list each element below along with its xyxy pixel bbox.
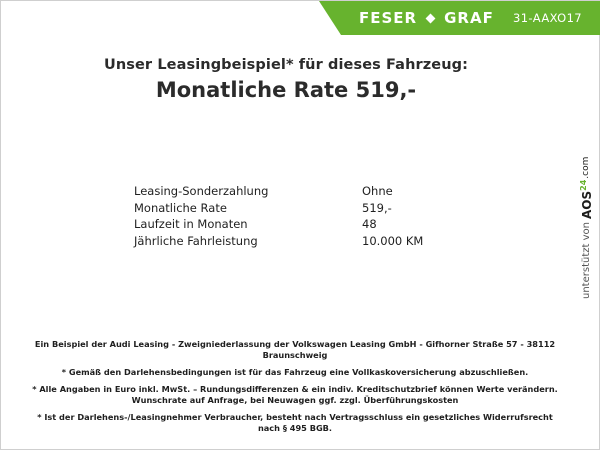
sponsor-domain: .com [581, 156, 591, 179]
table-row [134, 233, 512, 250]
page-title: Monatliche Rate 519,- [155, 78, 417, 102]
spec-value: 519,- [362, 200, 392, 215]
sponsor-logo [579, 180, 594, 219]
sponsor-prefix: unterstützt von [580, 222, 592, 299]
footnotes [25, 339, 565, 440]
spec-label: Leasing-Sonderzahlung [134, 184, 269, 198]
spec-table [134, 183, 512, 249]
header-bar [1, 1, 600, 35]
spec-label: Monatliche Rate [134, 200, 227, 215]
spec-label: Jährliche Fahrleistung [134, 233, 258, 248]
spec-value: 48 [362, 217, 377, 231]
brand-name-left: FESER [359, 9, 418, 27]
footnote-line: * Ist der Darlehens-/Leasingnehmer Verbraucher, besteht nach Vertragsschluss ein gesetzliches Widerrufsrecht nach § 495 BGB. [37, 412, 553, 433]
vehicle-code: 31-AAXO17 [513, 11, 583, 25]
table-row [134, 216, 512, 233]
spec-label: Laufzeit in Monaten [134, 217, 248, 231]
brand-logo [359, 1, 494, 35]
table-row [134, 183, 512, 200]
table-row [134, 200, 512, 217]
diamond-icon [423, 11, 438, 26]
footnote-line: * Gemäß den Darlehensbedingungen ist für das Fahrzeug eine Vollkaskoversicherung abzuschließen. [61, 367, 529, 377]
spec-value: 10.000 KM [362, 233, 424, 248]
brand-name-right: GRAF [444, 9, 494, 27]
sponsor-logo-text: AOS [579, 190, 594, 220]
sponsor-vertical-label [575, 129, 597, 299]
sponsor-logo-sup: 24 [578, 179, 588, 191]
footnote-line: * Alle Angaben in Euro inkl. MwSt. – Rundungsdifferenzen & ein indiv. Kreditschutzbrief können Werte verändern. Wunschrate auf Anfrage, bei Neuwagen ggf. zzgl. Überführungskosten [32, 384, 558, 405]
footnote-line: Ein Beispiel der Audi Leasing - Zweigniederlassung der Volkswagen Leasing GmbH - Gifhorner Straße 57 - 38112 Braunschweig [34, 339, 556, 360]
page-subtitle: Unser Leasingbeispiel* für dieses Fahrzeug: [103, 57, 469, 73]
spec-value: Ohne [362, 184, 393, 198]
title-block [1, 57, 571, 102]
